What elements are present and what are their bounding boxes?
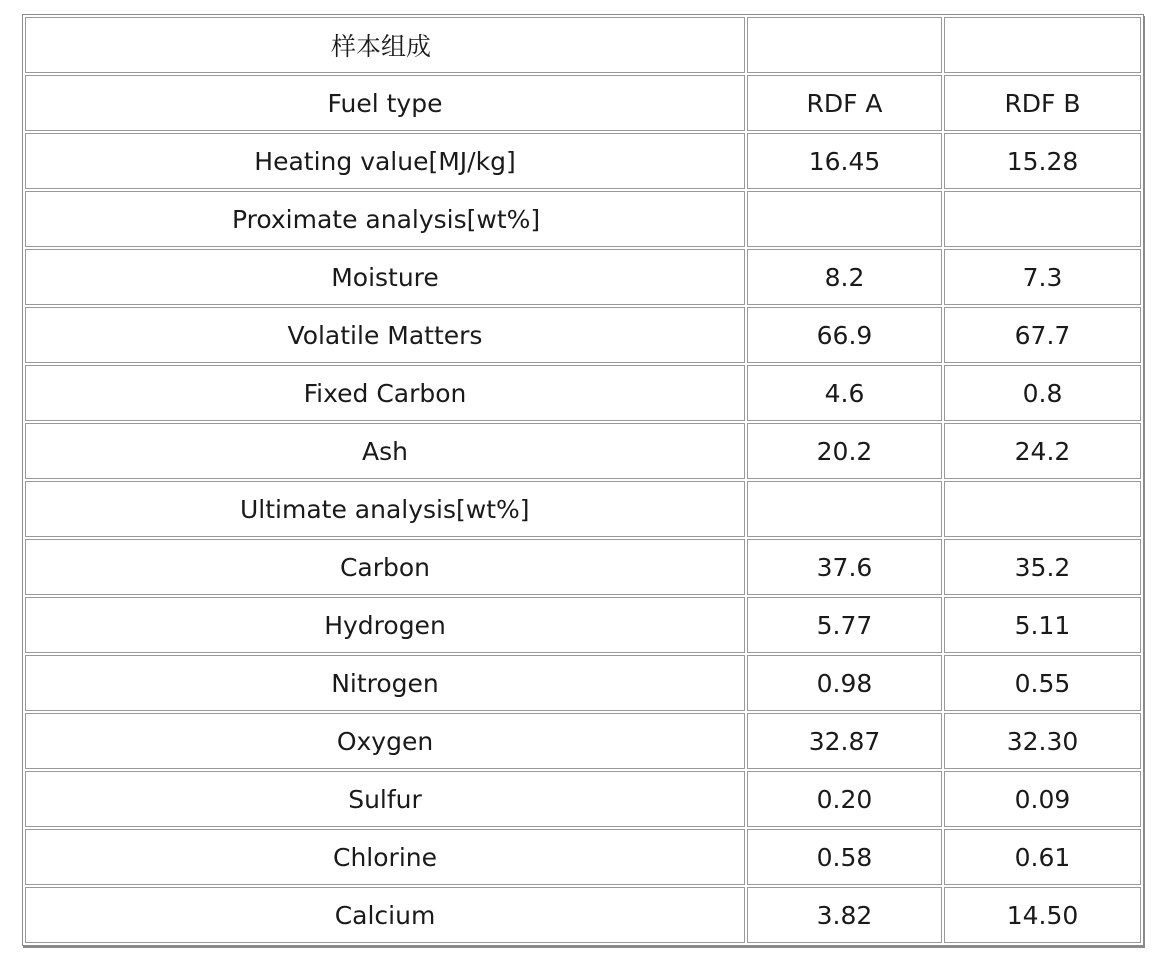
table-row [25, 887, 1141, 943]
fuel-composition-table-container [22, 14, 1144, 946]
row-label: Fixed Carbon [25, 365, 745, 421]
table-row [25, 307, 1141, 363]
row-label: Calcium [25, 887, 745, 943]
rdf-b-value: 67.7 [944, 307, 1141, 363]
section-row [25, 191, 1141, 247]
fuel-composition-table [23, 15, 1143, 945]
row-label: Heating value[MJ/kg] [25, 133, 745, 189]
table-row [25, 249, 1141, 305]
row-label: Carbon [25, 539, 745, 595]
row-label: Nitrogen [25, 655, 745, 711]
rdf-b-value: 0.55 [944, 655, 1141, 711]
rdf-a-value: 16.45 [747, 133, 942, 189]
rdf-b-value: 14.50 [944, 887, 1141, 943]
row-label: Ash [25, 423, 745, 479]
row-label: Oxygen [25, 713, 745, 769]
rdf-a-value: 32.87 [747, 713, 942, 769]
row-label: Volatile Matters [25, 307, 745, 363]
rdf-a-value: 3.82 [747, 887, 942, 943]
table-row [25, 423, 1141, 479]
header-row [25, 75, 1141, 131]
rdf-a-value: 0.20 [747, 771, 942, 827]
rdf-b-value [944, 17, 1141, 73]
rdf-a-value [747, 191, 942, 247]
rdf-a-value [747, 481, 942, 537]
rdf-b-value [944, 481, 1141, 537]
rdf-b-value: RDF B [944, 75, 1141, 131]
rdf-a-value [747, 17, 942, 73]
section-label: Ultimate analysis[wt%] [25, 481, 745, 537]
rdf-a-value: 66.9 [747, 307, 942, 363]
rdf-a-value: 37.6 [747, 539, 942, 595]
rdf-a-value: 0.58 [747, 829, 942, 885]
table-row [25, 597, 1141, 653]
table-body [25, 17, 1141, 943]
rdf-b-value: 0.8 [944, 365, 1141, 421]
rdf-a-value: 8.2 [747, 249, 942, 305]
rdf-a-value: 20.2 [747, 423, 942, 479]
rdf-b-value [944, 191, 1141, 247]
section-label: Proximate analysis[wt%] [25, 191, 745, 247]
rdf-b-value: 35.2 [944, 539, 1141, 595]
rdf-b-value: 0.61 [944, 829, 1141, 885]
table-row [25, 829, 1141, 885]
table-row [25, 655, 1141, 711]
section-label: 样本组成 [25, 17, 745, 73]
rdf-b-value: 7.3 [944, 249, 1141, 305]
row-label: Chlorine [25, 829, 745, 885]
table-row [25, 713, 1141, 769]
row-label: Hydrogen [25, 597, 745, 653]
rdf-b-value: 0.09 [944, 771, 1141, 827]
section-row [25, 481, 1141, 537]
rdf-b-value: 15.28 [944, 133, 1141, 189]
table-row [25, 771, 1141, 827]
row-label: Fuel type [25, 75, 745, 131]
rdf-a-value: 0.98 [747, 655, 942, 711]
row-label: Moisture [25, 249, 745, 305]
section-row [25, 17, 1141, 73]
row-label: Sulfur [25, 771, 745, 827]
table-row [25, 133, 1141, 189]
rdf-b-value: 5.11 [944, 597, 1141, 653]
rdf-a-value: RDF A [747, 75, 942, 131]
rdf-b-value: 24.2 [944, 423, 1141, 479]
rdf-a-value: 4.6 [747, 365, 942, 421]
rdf-b-value: 32.30 [944, 713, 1141, 769]
rdf-a-value: 5.77 [747, 597, 942, 653]
table-row [25, 365, 1141, 421]
table-row [25, 539, 1141, 595]
